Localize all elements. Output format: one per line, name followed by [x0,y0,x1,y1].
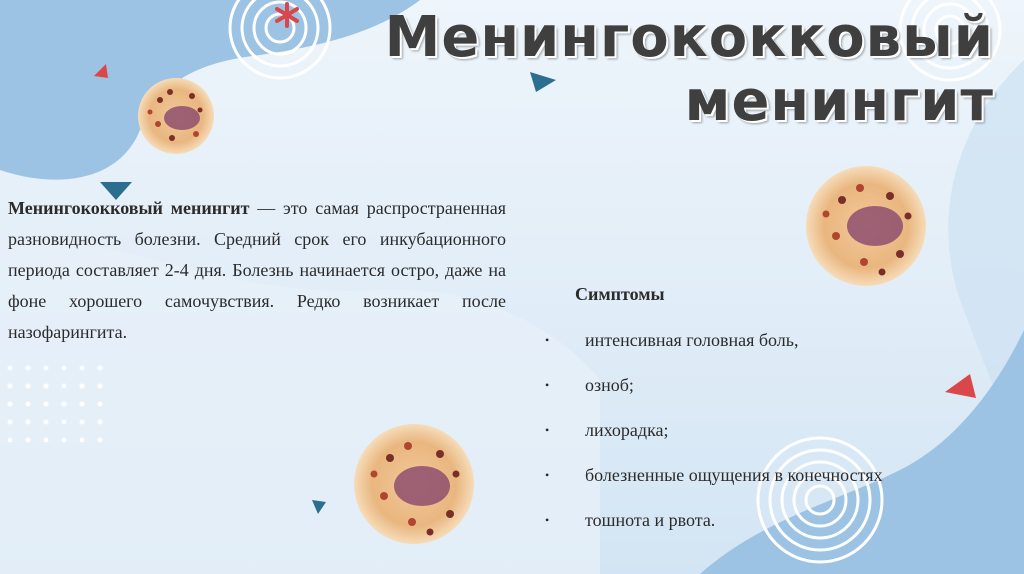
bullet-icon: • [545,333,550,347]
list-item [545,505,940,536]
symptoms-heading: Симптомы [575,284,665,304]
cell-illustration [354,424,474,544]
symptoms-section [545,284,940,550]
triangle-icon [945,374,976,398]
symptom-text: тошнота и рвота. [585,510,716,530]
symptom-text: озноб; [585,375,634,395]
bullet-icon: • [545,423,550,437]
bullet-icon: • [545,378,550,392]
list-item [545,460,940,491]
page-title [374,6,994,134]
symptom-text: интенсивная головная боль, [585,330,799,350]
list-item [545,415,940,446]
list-item [545,325,940,356]
cell-illustration [138,78,214,154]
title-line-2: менингит [684,69,994,134]
list-item [545,370,940,401]
intro-lead: Менингококковый менингит [8,198,250,218]
symptom-text: лихорадка; [585,420,669,440]
bullet-icon: • [545,513,550,527]
intro-paragraph [8,193,506,348]
bullet-icon: • [545,468,550,482]
top-left-blob [0,0,420,180]
intro-body: — это самая распространенная разновидность болезни. Средний срок его инкубационного периода составляет 2-4 дня. Болезнь начинается остро, даже на фоне хорошего самочувствия. Редко возникает после назофарингита. [8,198,507,342]
symptoms-list [545,325,940,536]
symptom-text: болезненные ощущения в конечностях [585,465,883,485]
title-line-1: Менингококковый [384,5,994,70]
cell-illustration [806,166,926,286]
